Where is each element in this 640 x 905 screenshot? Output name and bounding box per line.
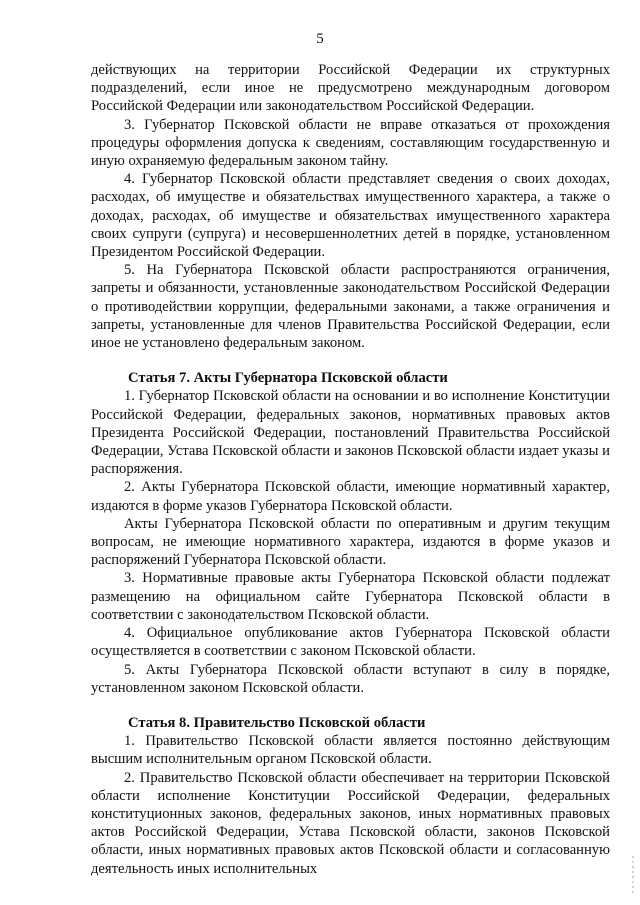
article-8-clause-1: 1. Правительство Псковской области является постоянно действующим высшим исполнительным органом Псковской области. <box>91 733 610 768</box>
section-spacer <box>91 352 610 369</box>
scan-edge-mark <box>632 856 634 896</box>
article-7-heading: Статья 7. Акты Губернатора Псковской области <box>128 370 448 387</box>
article-8-clause-2: 2. Правительство Псковской области обеспечивает на территории Псковской области исполнение Конституции Российской Федерации, федеральных конституционных законов, федеральных законов, иных нормативных правовых актов Российской Федерации, Устава Псковской области, законов Псковской области, иных нормативных правовых актов Псковской области и согласованную деятельность иных исполнительных <box>91 769 610 877</box>
document-body <box>91 61 610 878</box>
article-7-clause-3: 3. Нормативные правовые акты Губернатора Псковской области подлежат размещению на официальном сайте Губернатора Псковской области в соответствии с законодательством Псковской области. <box>91 570 610 623</box>
article-8-heading: Статья 8. Правительство Псковской области <box>128 714 426 731</box>
paragraph-clause-4: 4. Губернатор Псковской области представляет сведения о своих доходах, расходах, об имуществе и обязательствах имущественного характера, а также о доходах, расходах, об имуществе и обязательствах имущественного характера своих супруги (супруга) и несовершеннолетних детей в порядке, установленном Президентом Российской Федерации. <box>91 171 610 261</box>
paragraph-clause-3: 3. Губернатор Псковской области не вправе отказаться от прохождения процедуры оформления допуска к сведениям, составляющим государственную и иную охраняемую федеральным законом тайну. <box>91 116 610 170</box>
paragraph-clause-5: 5. На Губернатора Псковской области распространяются ограничения, запреты и обязанности, установленные законодательством Российской Федерации о противодействии коррупции, федеральными законами, а также ограничения и запреты, установленные для членов Правительства Российской Федерации, если иное не установлено федеральным законом. <box>91 262 610 352</box>
article-7-clause-4: 4. Официальное опубликование актов Губернатора Псковской области осуществляется в соответствии с законом Псковской области. <box>91 625 610 660</box>
paragraph-continuation: действующих на территории Российской Федерации их структурных подразделений, если иное не предусмотрено международным договором Российской Федерации или законодательством Российской Федерации. <box>91 62 610 115</box>
article-7-clause-5: 5. Акты Губернатора Псковской области вступают в силу в порядке, установленном законом Псковской области. <box>91 661 610 696</box>
section-spacer <box>91 697 610 714</box>
article-7-clause-2-continued: Акты Губернатора Псковской области по оперативным и другим текущим вопросам, не имеющие нормативного характера, издаются в форме указов и распоряжений Губернатора Псковской области. <box>91 515 610 569</box>
article-7-clause-2: 2. Акты Губернатора Псковской области, имеющие нормативный характер, издаются в форме указов Губернатора Псковской области. <box>91 479 610 514</box>
page-number: 5 <box>316 31 324 47</box>
article-7-clause-1: 1. Губернатор Псковской области на основании и во исполнение Конституции Российской Федерации, федеральных законов, нормативных правовых актов Президента Российской Федерации, постановлений Правительства Российской Федерации, Устава Псковской области и законов Псковской области издает указы и распоряжения. <box>91 388 610 478</box>
